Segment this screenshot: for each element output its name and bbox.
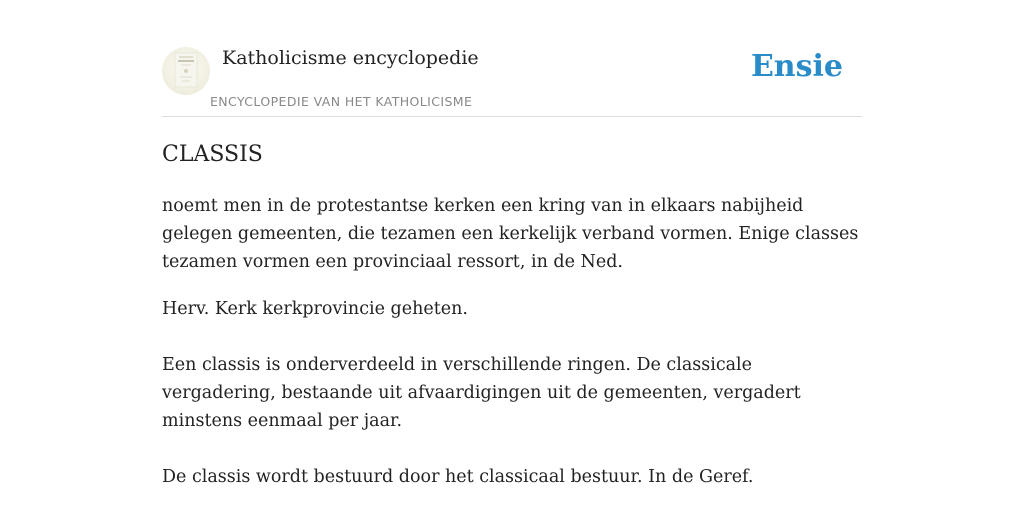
article-title: CLASSIS [162, 142, 263, 167]
site-header [162, 44, 862, 117]
book-cover-logo-icon[interactable] [162, 47, 210, 95]
article-paragraph: Herv. Kerk kerkprovincie geheten. [162, 299, 468, 319]
site-title[interactable]: Katholicisme encyclopedie [222, 47, 479, 69]
article [162, 140, 862, 487]
ensie-brand-link[interactable]: Ensie [750, 49, 843, 84]
article-paragraph: Een classis is onderverdeeld in verschillende ringen. De classicale vergadering, bestaande uit afvaardigingen uit de gemeenten, vergadert minstens eenmaal per jaar. [162, 355, 801, 431]
article-paragraph: De classis wordt bestuurd door het classicaal bestuur. In de Geref. [162, 467, 754, 487]
article-paragraph: noemt men in de protestantse kerken een kring van in elkaars nabijheid gelegen gemeenten, die tezamen een kerkelijk verband vormen. Enige classes tezamen vormen een provinciaal ressort, in de Ned. [162, 196, 859, 272]
site-subtitle: ENCYCLOPEDIE VAN HET KATHOLICISME [210, 94, 473, 109]
